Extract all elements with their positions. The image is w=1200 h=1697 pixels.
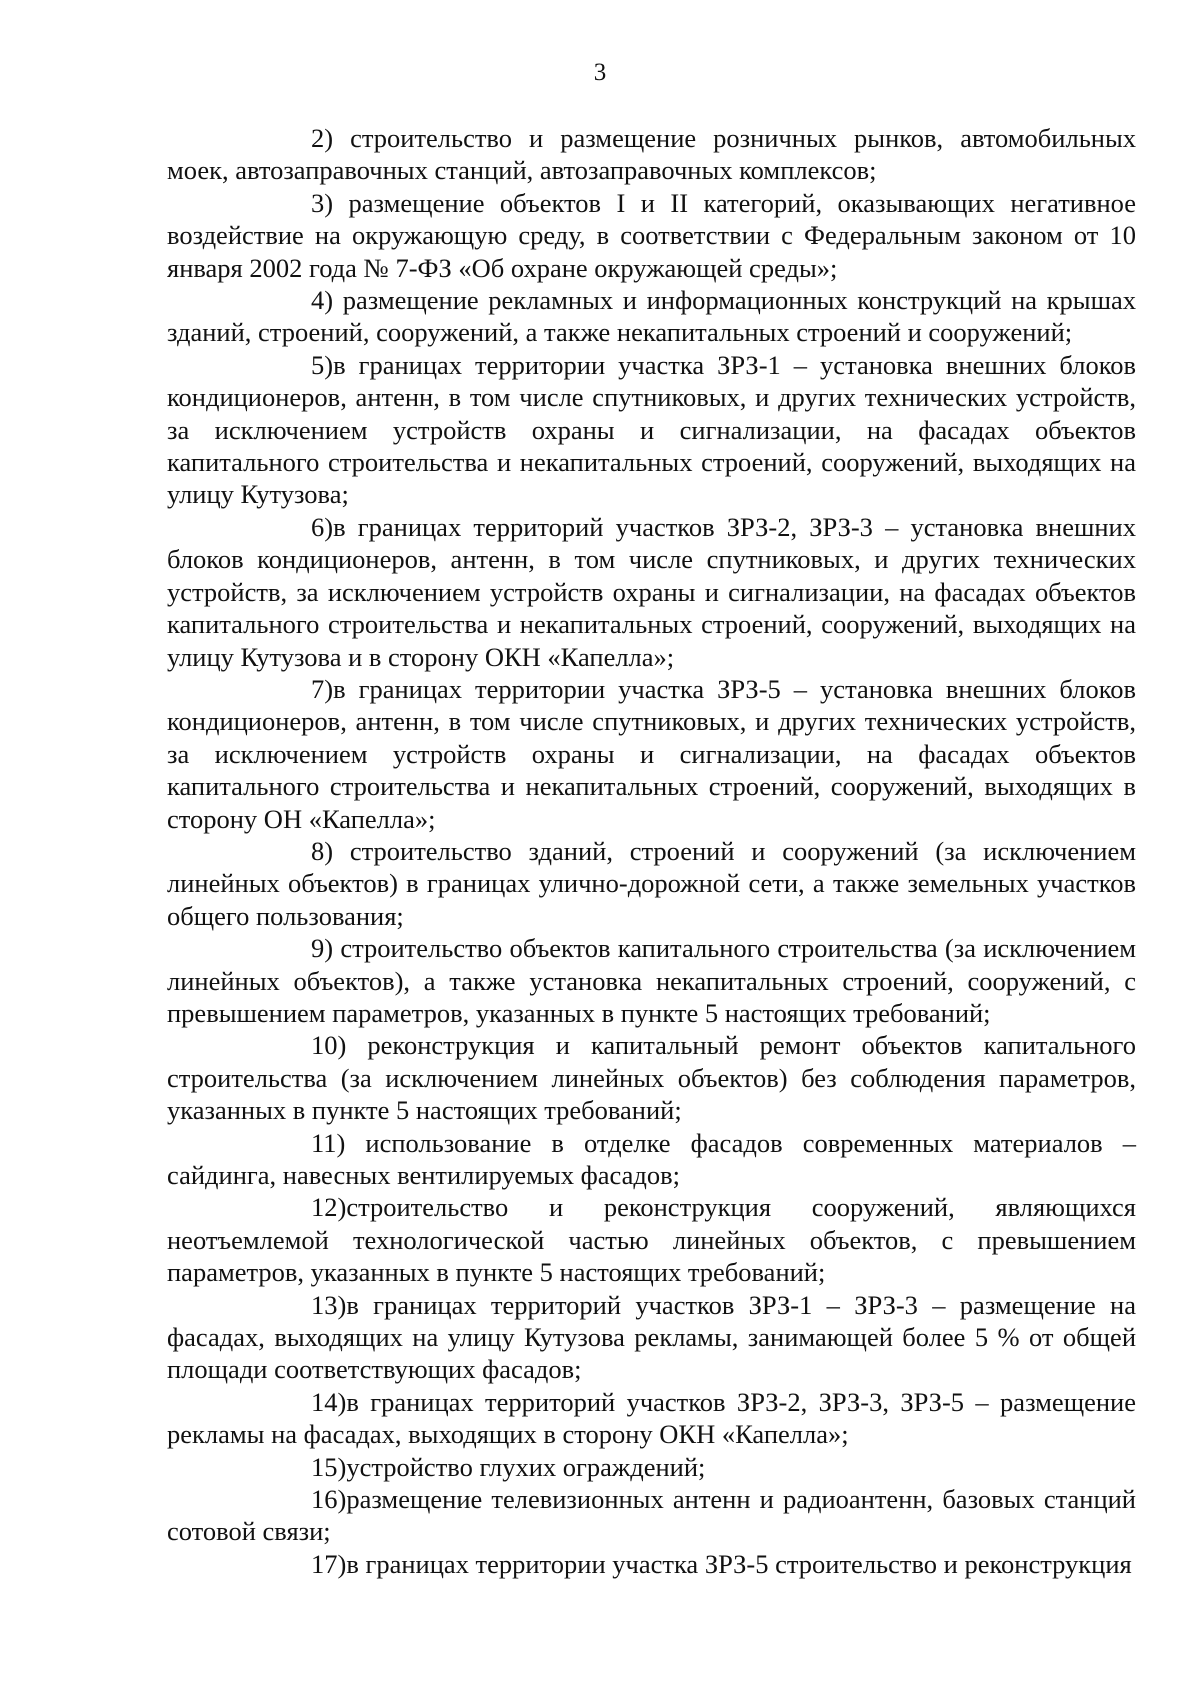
document-body bbox=[167, 122, 1136, 1580]
list-item bbox=[167, 187, 1136, 284]
item-text: в границах территории участка ЗРЗ-5 строительство и реконструкция bbox=[346, 1548, 1132, 1579]
item-number: 16) bbox=[311, 1484, 347, 1515]
list-item bbox=[167, 673, 1136, 835]
item-text: строительство объектов капитального строительства (за исключением линейных объектов), а также установка некапитальных строений, сооружений, с превышением параметров, указанных в пункте 5 настоящих требований; bbox=[167, 933, 1137, 1028]
list-item bbox=[167, 1127, 1136, 1192]
item-number: 7) bbox=[311, 673, 334, 704]
item-number: 6) bbox=[311, 511, 334, 542]
item-text: строительство зданий, строений и сооружений (за исключением линейных объектов) в границах улично-дорожной сети, а также земельных участков общего пользования; bbox=[167, 835, 1136, 931]
list-item bbox=[167, 349, 1136, 511]
item-number: 9) bbox=[311, 933, 334, 964]
item-number: 11) bbox=[311, 1127, 346, 1158]
item-text: размещение объектов I и II категорий, оказывающих негативное воздействие на окружающую среду, в соответствии с Федеральным законом от 10 января 2002 года № 7-ФЗ «Об охране окружающей среды»; bbox=[167, 187, 1137, 283]
item-text: строительство и реконструкция сооружений, являющихся неотъемлемой технологической частью линейных объектов, с превышением параметров, указанных в пункте 5 настоящих требований; bbox=[167, 1192, 1136, 1288]
item-number: 13) bbox=[311, 1289, 347, 1320]
list-item bbox=[167, 511, 1136, 673]
list-item bbox=[167, 284, 1136, 349]
item-number: 15) bbox=[311, 1451, 347, 1482]
item-number: 3) bbox=[311, 187, 334, 218]
item-number: 17) bbox=[311, 1548, 347, 1579]
list-item bbox=[167, 932, 1136, 1029]
list-item bbox=[167, 835, 1136, 932]
list-item bbox=[167, 1029, 1136, 1126]
item-text: в границах территории участка ЗРЗ-1 – установка внешних блоков кондиционеров, антенн, в том числе спутниковых, и других технических устройств, за исключением устройств охраны и сигнализации, на фасадах объектов капитального строительства и некапитальных строений, сооружений, выходящих на улицу Кутузова; bbox=[167, 349, 1136, 510]
item-number: 5) bbox=[311, 349, 334, 380]
item-text: строительство и размещение розничных рынков, автомобильных моек, автозаправочных станций, автозаправочных комплексов; bbox=[167, 123, 1137, 186]
list-item bbox=[167, 1548, 1136, 1580]
list-item bbox=[167, 1386, 1136, 1451]
item-number: 8) bbox=[311, 835, 334, 866]
item-text: в границах территории участка ЗРЗ-5 – установка внешних блоков кондиционеров, антенн, в том числе спутниковых, и других технических устройств, за исключением устройств охраны и сигнализации, на фасадах объектов капитального строительства и некапитальных строений, сооружений, выходящих в сторону ОН «Капелла»; bbox=[167, 673, 1136, 834]
item-text: размещение телевизионных антенн и радиоантенн, базовых станций сотовой связи; bbox=[167, 1484, 1136, 1547]
item-number: 10) bbox=[311, 1030, 347, 1061]
list-item bbox=[167, 1289, 1136, 1386]
item-text: использование в отделке фасадов современных материалов – сайдинга, навесных вентилируемых фасадов; bbox=[167, 1127, 1136, 1190]
list-item bbox=[167, 1483, 1136, 1548]
page-number: 3 bbox=[593, 59, 607, 86]
item-text: в границах территорий участков ЗРЗ-2, ЗРЗ-3 – установка внешних блоков кондиционеров, антенн, в том числе спутниковых, и других технических устройств, за исключением устройств охраны и сигнализации, на фасадах объектов капитального строительства и некапитальных строений, сооружений, выходящих на улицу Кутузова и в сторону ОКН «Капелла»; bbox=[167, 511, 1136, 672]
item-text: в границах территорий участков ЗРЗ-1 – ЗРЗ-3 – размещение на фасадах, выходящих на улицу Кутузова рекламы, занимающей более 5 % от общей площади соответствующих фасадов; bbox=[167, 1289, 1136, 1385]
item-text: размещение рекламных и информационных конструкций на крышах зданий, строений, сооружений, а также некапитальных строений и сооружений; bbox=[167, 285, 1137, 348]
item-text: в границах территорий участков ЗРЗ-2, ЗРЗ-3, ЗРЗ-5 – размещение рекламы на фасадах, выходящих в сторону ОКН «Капелла»; bbox=[167, 1386, 1136, 1450]
list-item bbox=[167, 1451, 1136, 1483]
item-number: 4) bbox=[311, 285, 334, 316]
item-text: устройство глухих ограждений; bbox=[346, 1451, 706, 1482]
list-item bbox=[167, 1191, 1136, 1288]
item-number: 14) bbox=[311, 1386, 347, 1417]
item-text: реконструкция и капитальный ремонт объектов капитального строительства (за исключением линейных объектов) без соблюдения параметров, указанных в пункте 5 настоящих требований; bbox=[167, 1030, 1136, 1126]
item-number: 2) bbox=[311, 123, 334, 153]
item-number: 12) bbox=[311, 1192, 347, 1223]
list-item bbox=[167, 122, 1136, 187]
